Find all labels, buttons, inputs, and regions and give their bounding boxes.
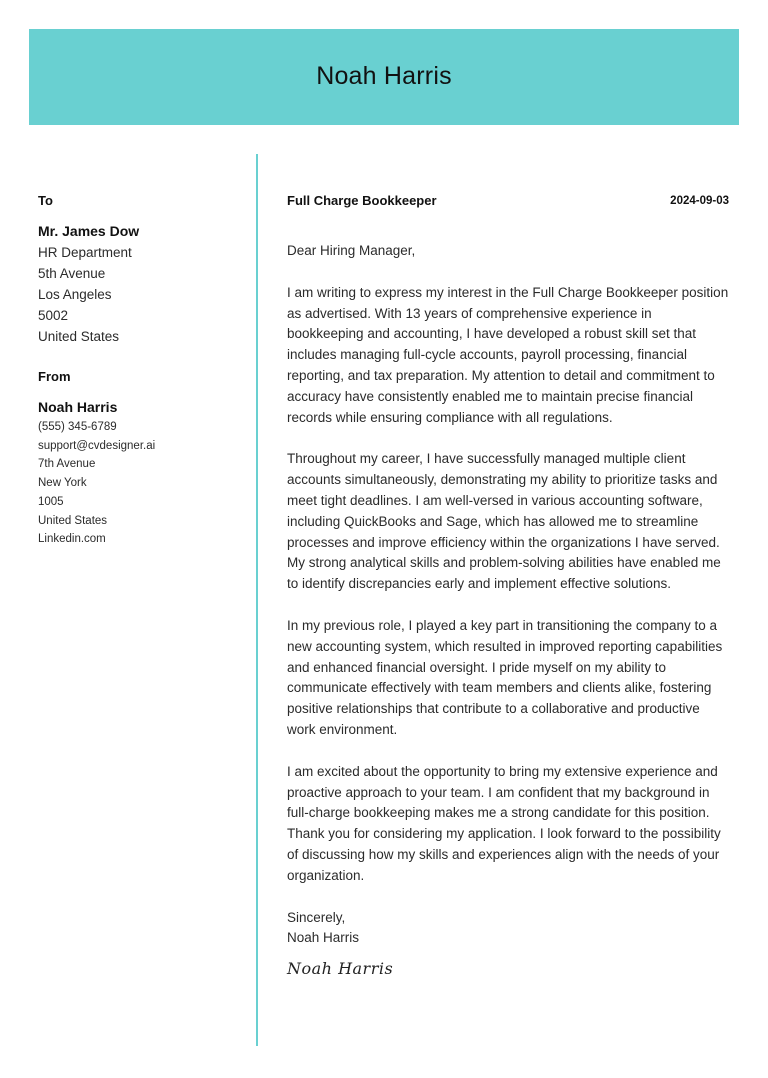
sender-name: Noah Harris <box>38 399 118 415</box>
closing-phrase: Sincerely, <box>287 909 346 925</box>
sender-email: support@cvdesigner.ai <box>38 439 156 452</box>
recipient-country: United States <box>38 329 120 344</box>
salutation: Dear Hiring Manager, <box>287 243 416 258</box>
sender-linkedin: Linkedin.com <box>38 533 106 546</box>
letter-date: 2024-09-03 <box>670 195 729 207</box>
paragraph-2: Throughout my career, I have successfully managed multiple client accounts simultaneously, demonstrating my ability to prioritize tasks and meet tight deadlines. I am well-versed in various accounting software, including QuickBooks and Sage, which has allowed me to streamline processes and improve efficiency within the organizations I have served. My strong analytical skills and problem-solving abilities have enabled me to identify discrepancies early and implement effective solutions. <box>287 451 721 592</box>
closing <box>287 908 729 950</box>
recipient-department: HR Department <box>38 245 132 260</box>
closing-name: Noah Harris <box>287 930 360 946</box>
sender-phone: (555) 345-6789 <box>38 421 117 433</box>
letter-body <box>287 193 729 978</box>
signature: Noah Harris <box>287 959 394 979</box>
paragraph-4: I am excited about the opportunity to bring my extensive experience and proactive approach to your team. I am confident that my background in full-charge bookkeeping makes me a strong candidate for this position. Thank you for considering my application. I look forward to the possibility of discussing how my skills and experiences align with the needs of your organization. <box>287 763 721 883</box>
recipient-city: Los Angeles <box>38 287 112 302</box>
letter-title-row <box>287 193 729 213</box>
column-divider <box>256 154 258 1046</box>
from-heading: From <box>38 369 71 384</box>
header-band <box>29 29 739 125</box>
sender-postal-code: 1005 <box>38 495 64 508</box>
to-heading: To <box>38 193 53 208</box>
sender-contact <box>38 418 243 549</box>
recipient-postal-code: 5002 <box>38 308 69 323</box>
sender-street: 7th Avenue <box>38 458 96 471</box>
paragraph-1: I am writing to express my interest in the Full Charge Bookkeeper position as advertised. With 13 years of comprehensive experience in bookkeeping and accounting, I have developed a robust skill set that includes managing full-cycle accounts, payroll processing, financial reporting, and tax preparation. My attention to detail and commitment to accuracy have consistently enabled me to maintain precise financial records while ensuring compliance with all regulations. <box>287 284 729 425</box>
header-name: Noah Harris <box>316 61 452 90</box>
paragraph-3: In my previous role, I played a key part in transitioning the company to a new accounting system, which resulted in improved reporting capabilities and enhanced financial oversight. I pride myself on my ability to communicate effectively with team members and clients alike, fostering positive relationships that contribute to a collaborative and productive work environment. <box>287 617 723 737</box>
contact-column <box>38 193 243 549</box>
sender-country: United States <box>38 514 108 527</box>
recipient-name: Mr. James Dow <box>38 223 140 239</box>
recipient-street: 5th Avenue <box>38 266 106 281</box>
recipient-address <box>38 242 243 347</box>
job-title: Full Charge Bookkeeper <box>287 193 437 208</box>
sender-city: New York <box>38 477 87 490</box>
